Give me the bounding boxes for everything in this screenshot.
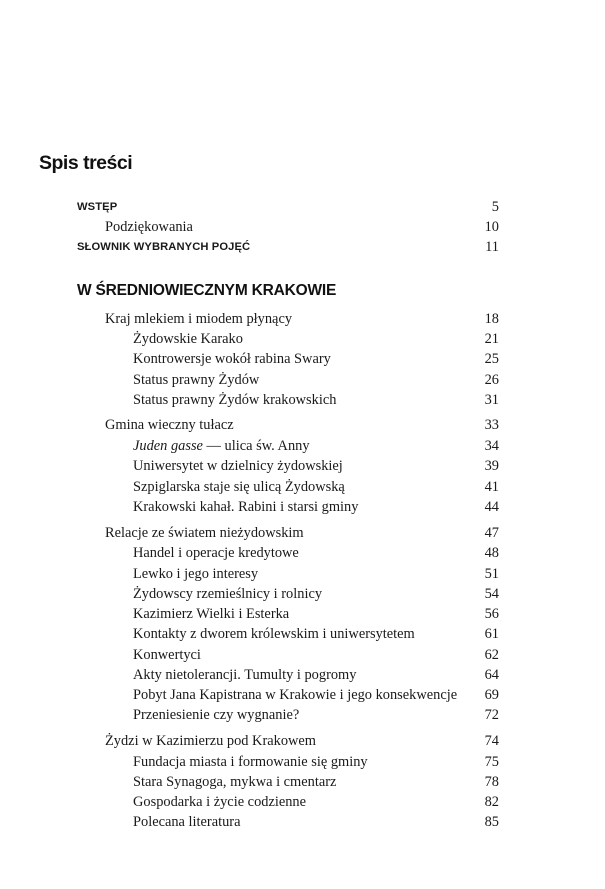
toc-section-title: Fundacja miasta i formowanie się gminy	[133, 754, 368, 770]
toc-section[interactable]	[0, 685, 605, 705]
toc-section-title: Konwertyci	[133, 647, 201, 663]
toc-chapter[interactable]	[0, 415, 605, 435]
toc-section-title: Lewko i jego interesy	[133, 566, 259, 582]
toc-section-title: Stara Synagoga, mykwa i cmentarz	[133, 774, 337, 790]
toc-section-title	[133, 436, 310, 456]
toc-section-title: Status prawny Żydów	[133, 372, 260, 388]
toc-section-title: Kontakty z dworem królewskim i uniwersytetem	[133, 626, 415, 642]
toc-section-title: Kazimierz Wielki i Esterka	[133, 606, 290, 622]
toc-section-page: 61	[484, 626, 499, 642]
toc-entry-front[interactable]	[0, 237, 605, 257]
toc-chapter-page: 18	[484, 311, 499, 327]
toc-section-title: Handel i operacje kredytowe	[133, 545, 299, 561]
toc-chapter[interactable]	[0, 731, 605, 751]
toc-entry-title: WSTĘP	[77, 201, 118, 213]
toc-section-title: Krakowski kahał. Rabini i starsi gminy	[133, 499, 359, 515]
toc-entry-front[interactable]	[0, 217, 605, 237]
toc-section-page: 26	[484, 372, 499, 388]
toc-entry-title: SŁOWNIK WYBRANYCH POJĘĆ	[77, 241, 251, 253]
page-title: Spis treści	[39, 152, 133, 174]
toc-section-page: 41	[484, 479, 499, 495]
toc-chapter-page: 47	[484, 525, 499, 541]
toc-section-title: Żydowskie Karako	[133, 331, 243, 347]
toc-entry-page: 10	[484, 219, 499, 235]
toc-section-page: 69	[484, 687, 499, 703]
toc-section-title: Pobyt Jana Kapistrana w Krakowie i jego konsekwencje	[133, 687, 458, 703]
toc-chapter-title: Gmina wieczny tułacz	[105, 417, 234, 433]
toc-chapter-page: 74	[484, 733, 499, 749]
toc-chapter-title: Kraj mlekiem i miodem płynący	[105, 311, 293, 327]
toc-section[interactable]	[0, 497, 605, 517]
toc-section-page: 21	[484, 331, 499, 347]
toc-section[interactable]	[0, 645, 605, 665]
toc-entry-front[interactable]	[0, 197, 605, 217]
toc-section-page: 72	[484, 707, 499, 723]
part-title: W ŚREDNIOWIECZNYM KRAKOWIE	[77, 282, 337, 299]
toc-section[interactable]	[0, 584, 605, 604]
toc-section-title: Polecana literatura	[133, 814, 241, 830]
toc-section[interactable]	[0, 349, 605, 369]
toc-section-page: 31	[484, 392, 499, 408]
toc-section-title: Kontrowersje wokół rabina Swary	[133, 351, 331, 367]
toc-chapter[interactable]	[0, 309, 605, 329]
toc-section-title: Uniwersytet w dzielnicy żydowskiej	[133, 458, 343, 474]
toc-section[interactable]	[0, 705, 605, 725]
toc-section-page: 51	[484, 566, 499, 582]
toc-section-title: Przeniesienie czy wygnanie?	[133, 707, 300, 723]
toc-section-title: Szpiglarska staje się ulicą Żydowską	[133, 479, 345, 495]
toc-section-title: Gospodarka i życie codzienne	[133, 794, 307, 810]
toc-section-page: 82	[484, 794, 499, 810]
toc-section-title-italic: Juden gasse	[133, 438, 203, 454]
toc-section-page: 48	[484, 545, 499, 561]
toc-section-page: 75	[484, 754, 499, 770]
toc-section-title-rest: — ulica św. Anny	[202, 438, 310, 454]
toc-section[interactable]	[0, 477, 605, 497]
toc-chapter-title: Żydzi w Kazimierzu pod Krakowem	[105, 733, 316, 749]
toc-entry-page: 5	[491, 199, 499, 215]
toc-section[interactable]	[0, 624, 605, 644]
toc-section[interactable]	[0, 665, 605, 685]
toc-section[interactable]	[0, 604, 605, 624]
toc-section-title: Akty nietolerancji. Tumulty i pogromy	[133, 667, 357, 683]
toc-entry-page: 11	[485, 239, 499, 255]
toc-section[interactable]	[0, 752, 605, 772]
toc-section-page: 34	[484, 438, 499, 454]
toc-section-page: 39	[484, 458, 499, 474]
toc-chapter-title: Relacje ze światem nieżydowskim	[105, 525, 304, 541]
toc-section-page: 62	[484, 647, 499, 663]
toc-chapter[interactable]	[0, 523, 605, 543]
toc-section[interactable]	[0, 564, 605, 584]
toc-section[interactable]	[0, 370, 605, 390]
toc-section[interactable]	[0, 772, 605, 792]
toc-chapter-page: 33	[484, 417, 499, 433]
toc-section[interactable]	[0, 543, 605, 563]
toc-section-title: Status prawny Żydów krakowskich	[133, 392, 337, 408]
toc-section[interactable]	[0, 456, 605, 476]
toc-section-page: 64	[484, 667, 499, 683]
toc-section-page: 78	[484, 774, 499, 790]
toc-section-page: 44	[484, 499, 499, 515]
toc-section-page: 54	[484, 586, 499, 602]
toc-section[interactable]	[0, 436, 605, 456]
toc-section[interactable]	[0, 329, 605, 349]
toc-section[interactable]	[0, 812, 605, 832]
toc-section-title: Żydowscy rzemieślnicy i rolnicy	[133, 586, 323, 602]
toc-section[interactable]	[0, 390, 605, 410]
toc-section-page: 56	[484, 606, 499, 622]
toc-section[interactable]	[0, 792, 605, 812]
toc-section-page: 85	[484, 814, 499, 830]
toc-section-page: 25	[484, 351, 499, 367]
toc-entry-title: Podziękowania	[105, 219, 193, 235]
